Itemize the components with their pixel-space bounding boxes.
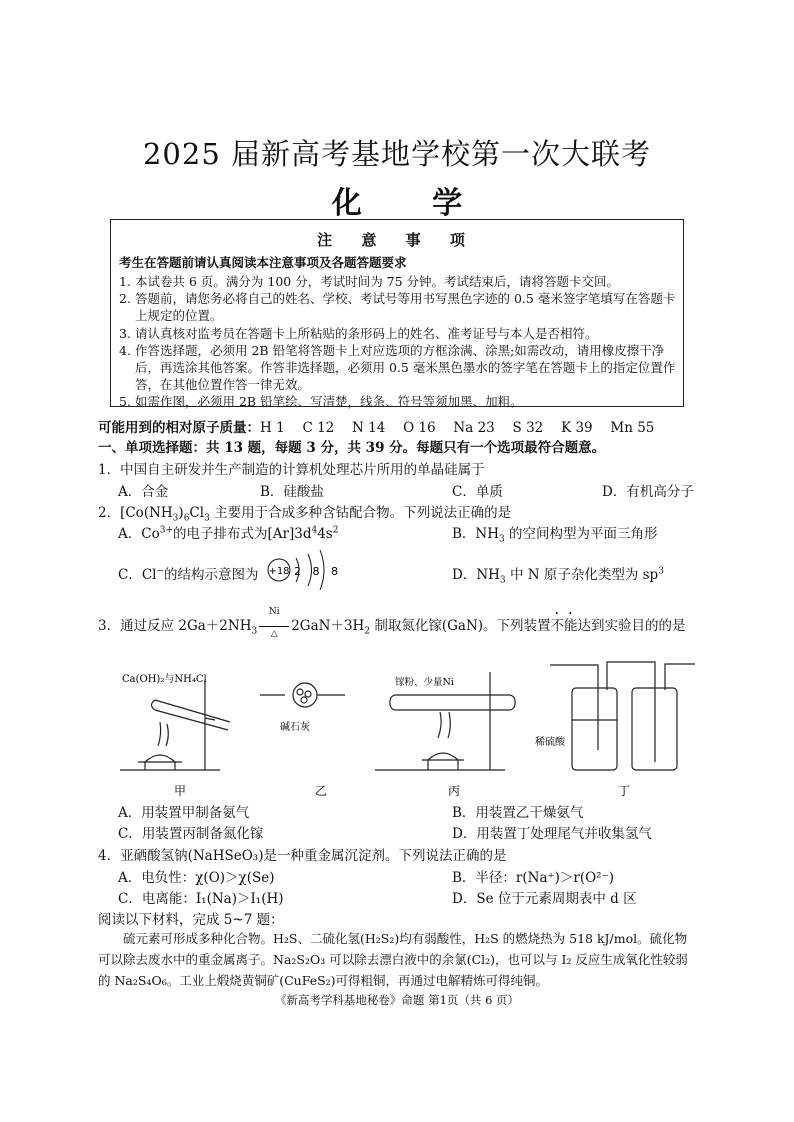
q2-stem: 2．[$Co(NH_3)_6Cl_3$ 主要用于合成多种含钴配合物。下列说法正确的是 (98, 505, 512, 524)
q4-option-a: A．电负性：χ(O)＞χ(Se) (118, 870, 275, 886)
notice-list (119, 273, 683, 411)
q1-option-c: C．单质 (452, 484, 503, 500)
reaction-arrow: Ni △ (257, 618, 291, 634)
q4-option-d: D．Se 位于元素周期表中 d 区 (452, 891, 637, 907)
q2-option-a: A．$Co^{3+}$的电子排布式为$[Ar]3d^44s^2$ (118, 525, 339, 542)
notice-title: 注 意 事 项 (317, 231, 477, 249)
atomic-masses: 可能用到的相对原子质量：H 1 C 12 N 14 O 16 Na 23 S 32 K 39 Mn 55 (98, 420, 655, 436)
q1-option-d: D．有机高分子 (602, 484, 694, 500)
label-soda-lime: 碱石灰 (280, 722, 310, 733)
nucleus-label: +18 (268, 566, 290, 577)
tube-bing (390, 695, 515, 710)
reading-passage: 硫元素可形成多种化合物。H₂S、二硫化氢(H₂S₂)均有弱酸性，H₂S 的燃烧热为 518 kJ/mol。硫化物可以除去废水中的重金属离子。Na₂S₂O₃ 可以除去漂白液中的余氯(Cl₂)，也可以与 I₂ 反应生成氧化性较弱的 Na₂S₄O₆。工业上煅烧黄铜矿(CuFeS₂)可得粗铜，再通过电解精炼可得纯铜。 (98, 931, 688, 988)
notice-item: 5. 如需作图，必须用 2B 铅笔绘、写清楚，线条、符号等须加黑、加粗。 (119, 394, 523, 410)
q1-option-a: A．合金 (118, 484, 169, 500)
q3-option-d: D．用装置丁处理尾气并收集氢气 (452, 826, 652, 842)
apparatus-figure (110, 650, 710, 800)
subject-title: 化 学 (331, 186, 493, 221)
notice-item: 1. 本试卷共 6 页。满分为 100 分，考试时间为 75 分钟。考试结束后，请将答题卡交回。 (119, 274, 620, 289)
q3-option-b: B．用装置乙干燥氨气 (452, 805, 584, 821)
notice-item: 4. 作答选择题，必须用 2B 铅笔将答题卡上对应选项的方框涂满、涂黑;如需改动，请用橡皮擦干净后，再选涂其他答案。作答非选择题，必须用 0.5 毫米黑色墨水的签字笔在答题卡上的指定位置作答，在其他位置作答一律无效。 (119, 342, 676, 393)
reading-intro: 阅读以下材料，完成 5~7 题： (98, 912, 284, 928)
caption-jia: 甲 (174, 784, 187, 798)
q4-stem: 4．亚硒酸氢钠(NaHSeO₃)是一种重金属沉淀剂。下列说法正确的是 (98, 848, 507, 864)
q2-option-b: B．$NH_3$ 的空间构型为平面三角形 (452, 526, 658, 545)
q1-option-b: B．硅酸盐 (260, 484, 324, 500)
q4-option-b: B．半径：r(Na⁺)＞r(O²⁻) (452, 870, 614, 886)
section-heading: 一、单项选择题：共 13 题，每题 3 分，共 39 分。每题只有一个选项最符合题意。 (98, 440, 606, 456)
exam-title: 2025 届新高考基地学校第一次大联考 (142, 137, 652, 171)
label-reagent: Ca(OH)₂与NH₄Cl (122, 674, 207, 685)
q2-option-c: C．Cl−的结构示意图为 (118, 566, 259, 583)
caption-ding: 丁 (618, 784, 631, 798)
q3-stem: 3．通过反应 $2Ga+2NH_3$ Ni △ $2GaN+3H_2$ 制取氮化镓(GaN)。下列装置不能达到实验目的的是 (98, 607, 686, 639)
caption-yi: 乙 (315, 784, 328, 798)
page-footer: 《新高考学科基地秘卷》命题 第1页（共 6 页） (274, 993, 520, 1007)
bottle-ding-1 (572, 688, 617, 770)
q3-option-c: C．用装置丙制备氮化镓 (118, 826, 264, 842)
notice-item: 3. 请认真核对监考员在答题卡上所粘贴的条形码上的姓名、准考证号与本人是否相符。 (119, 325, 598, 341)
q4-option-c: C．电离能：I₁(Na)＞I₁(H) (118, 891, 284, 907)
burner-bing (428, 753, 458, 770)
caption-bing: 丙 (448, 784, 461, 798)
label-ga-ni: 镓粉、少量Ni (395, 677, 454, 688)
q3-option-a: A．用装置甲制备氨气 (118, 805, 250, 821)
notice-box (110, 219, 684, 410)
electron-shells-label: 2 8 8 (294, 565, 342, 578)
tube-jia (155, 700, 230, 722)
q2-option-d: D．$NH_3$ 中 N 原子杂化类型为 $sp^3$ (452, 566, 664, 586)
q1-stem: 1．中国自主研发并生产制造的计算机处理芯片所用的单晶硅属于 (98, 462, 485, 478)
label-dilute-acid: 稀硫酸 (535, 737, 565, 748)
cl-ion-structure-diagram (266, 545, 346, 595)
notice-subtitle: 考生在答题前请认真阅读本注意事项及各题答题要求 (119, 255, 407, 270)
notice-item: 2. 答题前，请您务必将自己的姓名、学校、考试号等用书写黑色字迹的 0.5 毫米签字笔填写在答题卡上规定的位置。 (119, 291, 676, 324)
